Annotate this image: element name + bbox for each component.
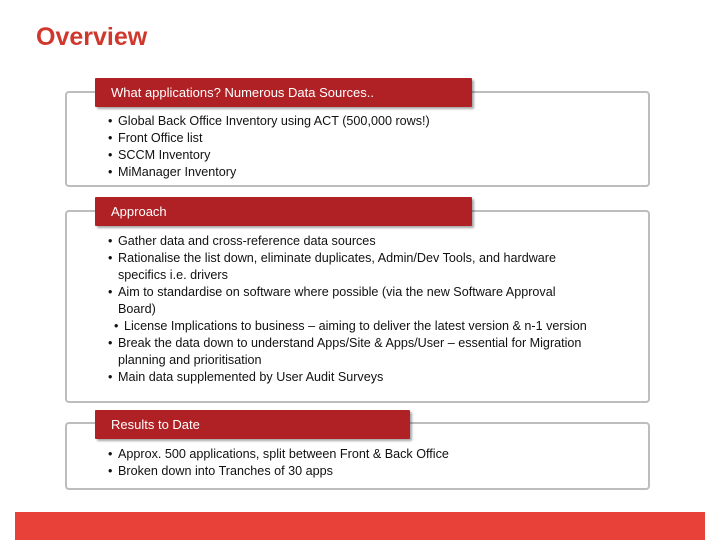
bullet-list-results — [107, 446, 587, 480]
list-item: • Break the data down to understand Apps/Site & Apps/User – essential for Migration planning and prioritisation — [107, 335, 587, 369]
list-item: • Broken down into Tranches of 30 apps — [107, 463, 587, 480]
list-item: • Main data supplemented by User Audit Surveys — [107, 369, 587, 386]
list-item: • Gather data and cross-reference data sources — [107, 233, 587, 250]
section-heading-results: Results to Date — [95, 410, 410, 439]
list-item: • Front Office list — [107, 130, 587, 147]
list-item: • SCCM Inventory — [107, 147, 587, 164]
footer-bar — [15, 512, 705, 540]
list-item: • Rationalise the list down, eliminate duplicates, Admin/Dev Tools, and hardware specifics i.e. drivers — [107, 250, 587, 284]
bullet-list-approach — [107, 233, 587, 386]
section-heading-approach: Approach — [95, 197, 472, 226]
list-item: • MiManager Inventory — [107, 164, 587, 181]
bullet-list-data-sources — [107, 113, 587, 181]
section-heading-data-sources: What applications? Numerous Data Sources.. — [95, 78, 472, 107]
list-item: • Aim to standardise on software where possible (via the new Software Approval Board) — [107, 284, 587, 318]
page-title: Overview — [36, 23, 148, 51]
list-item: • License Implications to business – aiming to deliver the latest version & n-1 version — [113, 318, 587, 335]
list-item: • Approx. 500 applications, split between Front & Back Office — [107, 446, 587, 463]
list-item: • Global Back Office Inventory using ACT (500,000 rows!) — [107, 113, 587, 130]
